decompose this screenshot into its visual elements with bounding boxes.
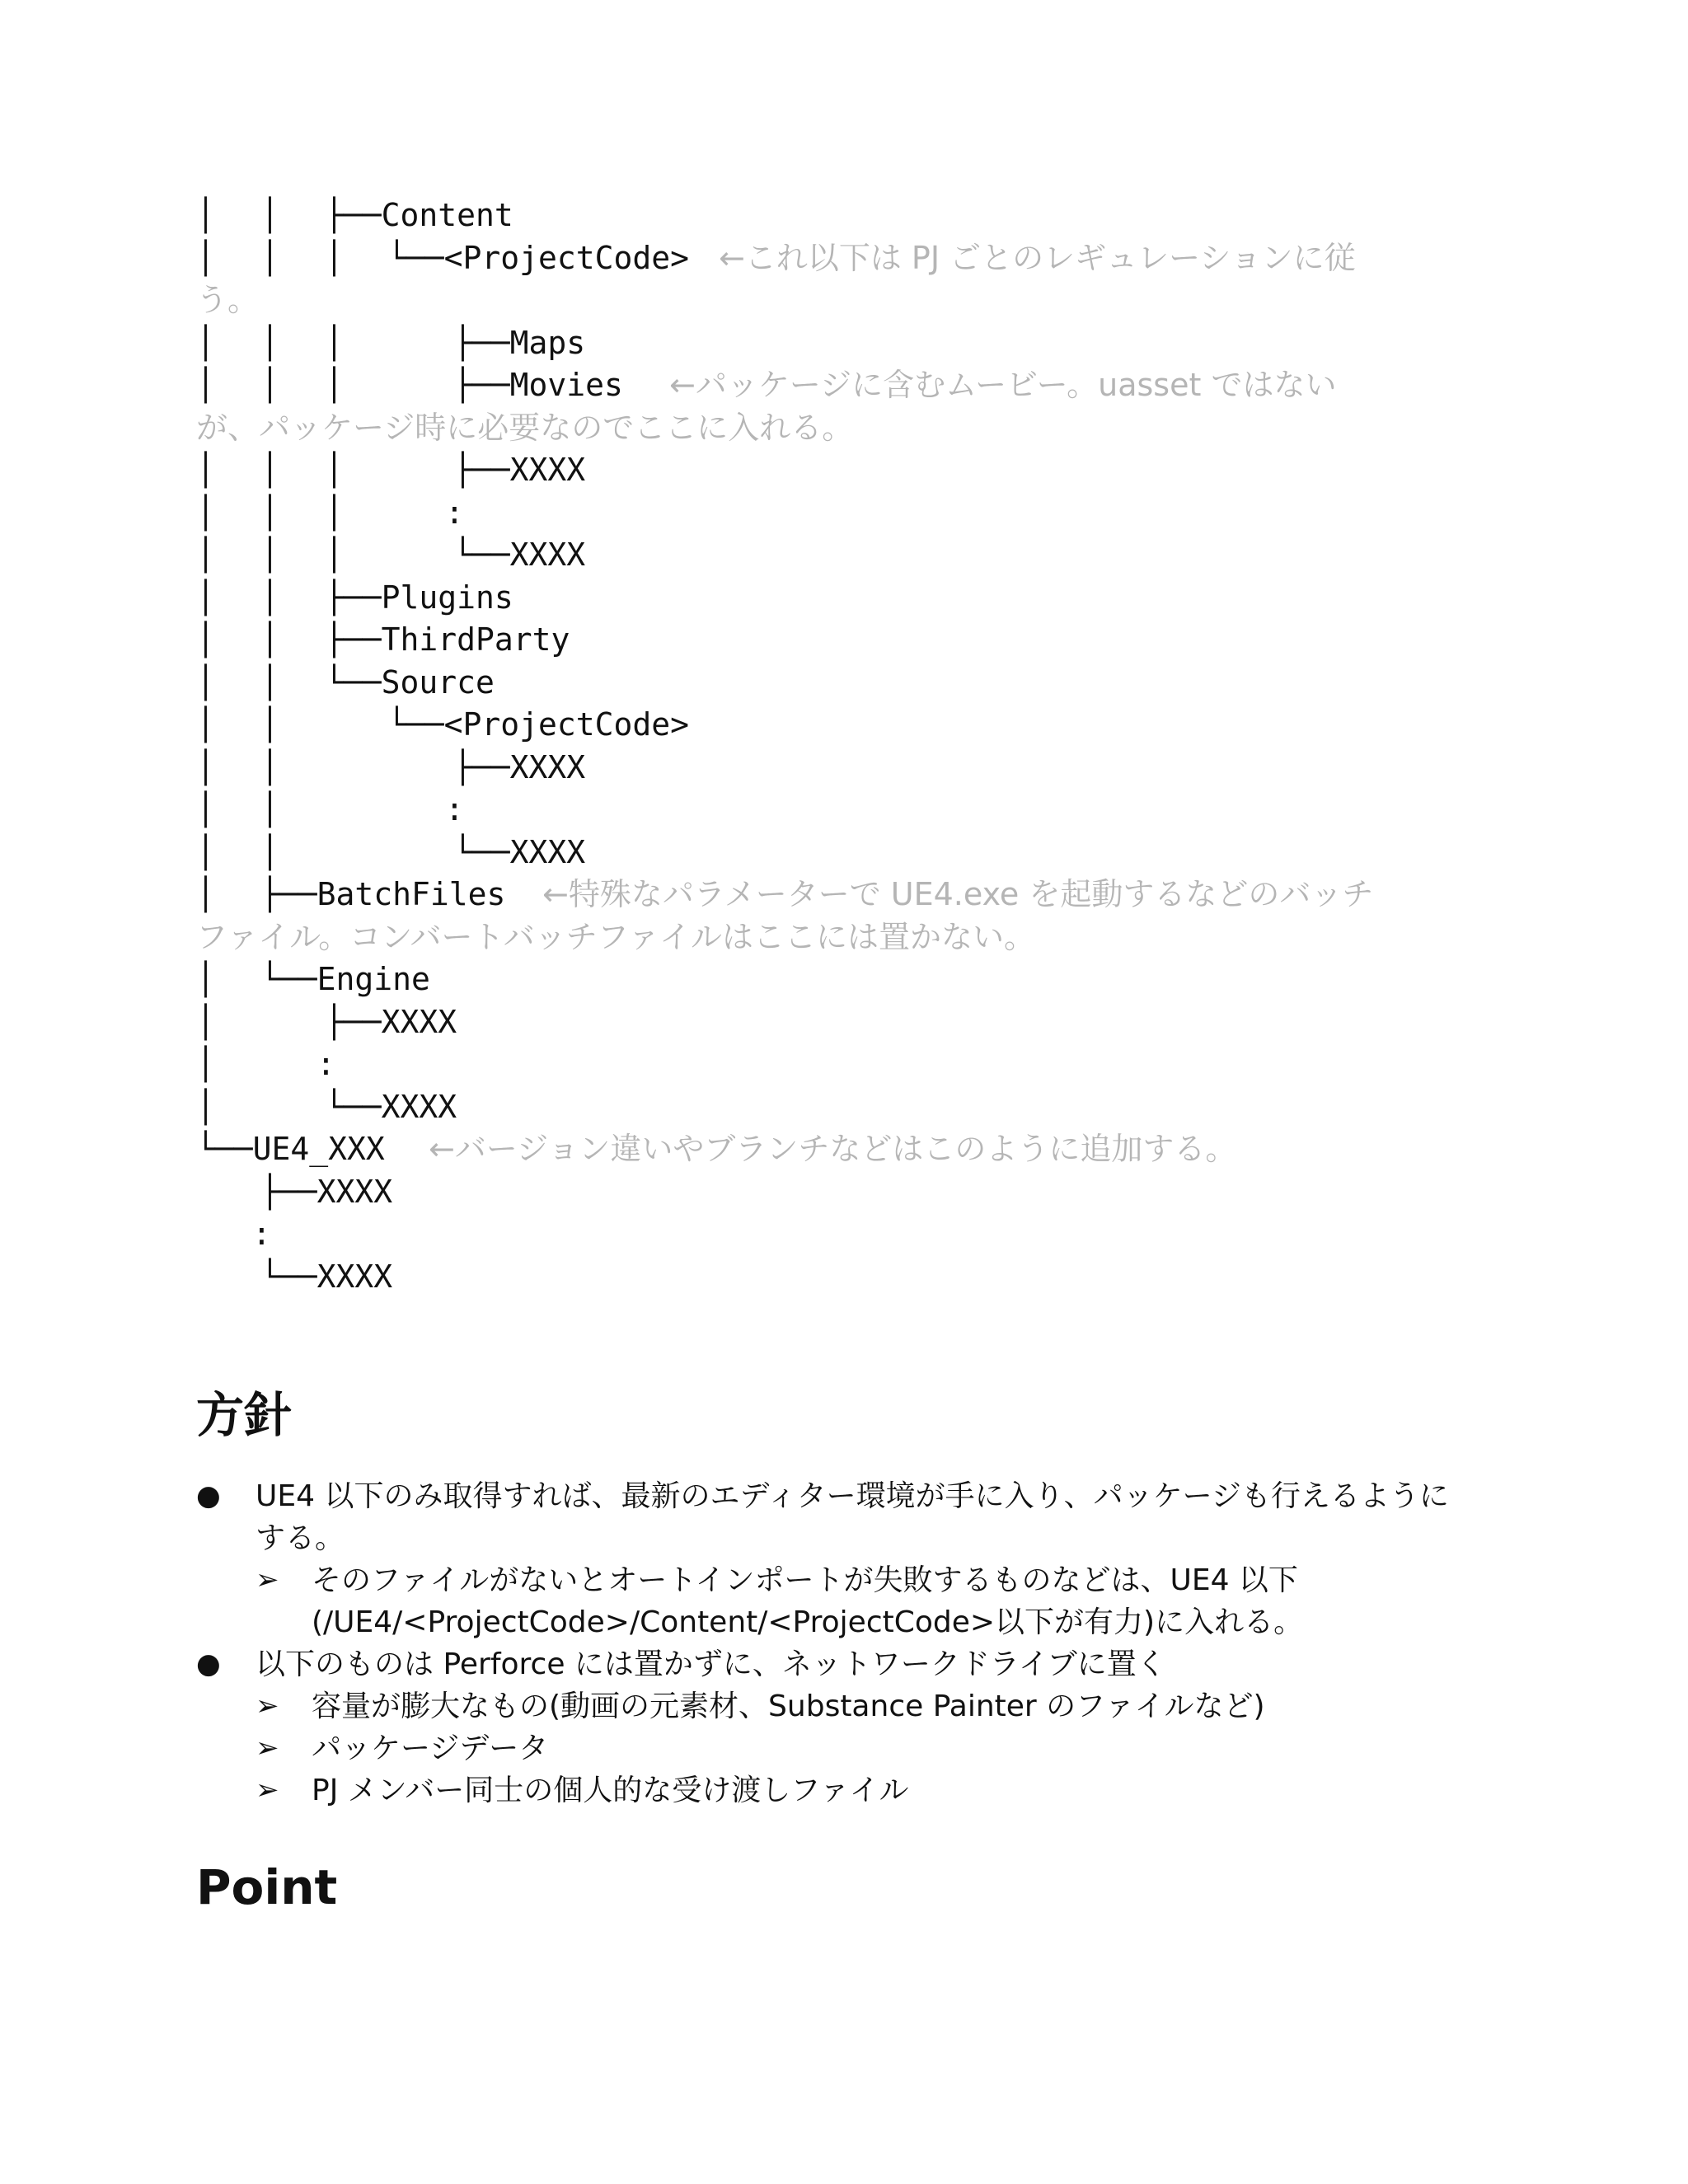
- tree-node: ├──XXXX: [325, 1003, 457, 1040]
- tree-node: │: [196, 791, 215, 827]
- tree-node: ├──Content: [325, 197, 513, 233]
- tree-node: └──XXXX: [453, 833, 586, 870]
- tree-node: ├──XXXX: [260, 1173, 393, 1210]
- tree-node: │: [260, 579, 279, 616]
- tree-note-continuation: が、パッケージ時に必要なのでここに入れる。: [196, 409, 854, 446]
- tree-node: │: [196, 833, 215, 870]
- tree-node: │: [196, 537, 215, 573]
- tree-line: [196, 194, 1482, 237]
- tree-line: [196, 704, 1482, 747]
- tree-line: [196, 832, 1482, 874]
- tree-node: │: [260, 494, 279, 531]
- list-item: [196, 1643, 1515, 1685]
- tree-line: [196, 449, 1482, 492]
- tree-node: │: [260, 197, 279, 233]
- tree-note-continuation: ファイル。コンバートバッチファイルはここには置かない。: [196, 918, 1036, 955]
- tree-line: [196, 747, 1482, 790]
- tree-node: └──Engine: [260, 961, 430, 997]
- tree-line: [196, 322, 1482, 365]
- tree-node: │: [325, 239, 344, 276]
- tree-line: [196, 1043, 1482, 1086]
- sub-list-item: [196, 1685, 1515, 1727]
- list-item-text: そのファイルがないとオートインポートが失敗するものなどは、UE4 以下: [312, 1563, 1298, 1597]
- tree-node: │: [325, 367, 344, 403]
- arrow-bullet-icon: ➢: [256, 1690, 279, 1722]
- tree-line: [196, 364, 1482, 407]
- tree-node: │: [260, 663, 279, 701]
- arrow-bullet-icon: ➢: [256, 1563, 279, 1596]
- tree-line: [196, 534, 1482, 577]
- tree-line: [196, 1001, 1482, 1044]
- tree-node: ├──Maps: [453, 324, 586, 361]
- tree-line: [196, 237, 1482, 280]
- tree-node: ├──XXXX: [453, 452, 586, 488]
- list-item-text: 容量が膨大なもの(動画の元素材、Substance Painter のファイルなど): [312, 1690, 1265, 1723]
- tree-note-continuation: う。: [196, 282, 260, 318]
- list-item-text: (/UE4/<ProjectCode>/Content/<ProjectCode>以下が有力)に入れる。: [312, 1605, 1304, 1639]
- tree-node: │: [325, 452, 344, 488]
- tree-node: └──Source: [325, 663, 495, 701]
- arrow-bullet-icon: ➢: [256, 1732, 279, 1765]
- tree-node: │: [196, 324, 215, 361]
- tree-line: [196, 1086, 1482, 1129]
- tree-node: │: [260, 537, 279, 573]
- tree-node: ├──ThirdParty: [325, 621, 570, 658]
- tree-node: │: [196, 1046, 215, 1082]
- tree-annotation: ←これ以下は PJ ごとのレギュレーションに従: [719, 239, 1356, 276]
- tree-node: │: [260, 367, 279, 403]
- tree-node: ├──Movies: [453, 367, 623, 403]
- bullet-icon: ●: [196, 1647, 221, 1680]
- list-item-text: 以下のものは Perforce には置かずに、ネットワークドライブに置く: [256, 1647, 1166, 1681]
- tree-line: [196, 789, 1482, 832]
- list-item-text: パッケージデータ: [312, 1732, 549, 1765]
- tree-node: └──UE4_XXX: [196, 1131, 385, 1167]
- list-item: [196, 1475, 1515, 1559]
- tree-node: │: [196, 1003, 215, 1040]
- tree-node: :: [316, 1046, 335, 1082]
- tree-line: [196, 492, 1482, 535]
- tree-node: ├──Plugins: [325, 579, 513, 616]
- tree-line: [196, 577, 1482, 620]
- list-item-text: UE4 以下のみ取得すれば、最新のエディター環境が手に入り、パッケージも行えるように: [256, 1479, 1449, 1513]
- tree-node: │: [196, 876, 215, 912]
- tree-node: :: [445, 494, 464, 531]
- section-heading-policy: 方針: [196, 1387, 293, 1443]
- tree-line: [196, 958, 1482, 1001]
- tree-node: │: [196, 197, 215, 233]
- arrow-bullet-icon: ➢: [256, 1774, 279, 1807]
- policy-list: [196, 1475, 1515, 1811]
- folder-tree: [196, 194, 1482, 1298]
- tree-annotation: ←パッケージに含むムービー。uasset ではない: [669, 367, 1337, 403]
- tree-line: [196, 1213, 1482, 1256]
- tree-node: │: [196, 706, 215, 743]
- tree-line: [196, 1256, 1482, 1299]
- list-item-text: する。: [256, 1521, 345, 1555]
- sub-list-item: [196, 1727, 1515, 1769]
- tree-node: │: [196, 748, 215, 785]
- bullet-icon: ●: [196, 1479, 221, 1512]
- tree-node: │: [196, 663, 215, 701]
- tree-line: [196, 1171, 1482, 1214]
- tree-node: │: [196, 961, 215, 997]
- tree-node: └──<ProjectCode>: [387, 239, 690, 276]
- tree-node: │: [325, 324, 344, 361]
- tree-node: │: [260, 706, 279, 743]
- list-item-text: PJ メンバー同士の個人的な受け渡しファイル: [312, 1774, 909, 1807]
- tree-node: ├──BatchFiles: [260, 876, 506, 912]
- tree-node: │: [196, 367, 215, 403]
- tree-node: │: [196, 579, 215, 616]
- tree-node: └──<ProjectCode>: [387, 706, 690, 743]
- tree-line: [196, 874, 1482, 916]
- tree-node: │: [260, 833, 279, 870]
- tree-node: ├──XXXX: [453, 748, 586, 785]
- tree-node: │: [325, 494, 344, 531]
- tree-node: │: [196, 452, 215, 488]
- tree-node: :: [445, 791, 464, 827]
- tree-annotation: ←バージョン違いやブランチなどはこのように追加する。: [429, 1131, 1237, 1167]
- tree-node: └──XXXX: [325, 1088, 457, 1125]
- tree-node: │: [260, 239, 279, 276]
- tree-node: └──XXXX: [260, 1258, 393, 1295]
- tree-line: [196, 1128, 1482, 1171]
- tree-node: │: [260, 791, 279, 827]
- tree-node: │: [260, 324, 279, 361]
- tree-node: │: [260, 621, 279, 658]
- tree-node: │: [260, 452, 279, 488]
- tree-line: [196, 662, 1482, 705]
- tree-node: └──XXXX: [453, 537, 586, 573]
- tree-line: [196, 619, 1482, 662]
- tree-annotation: ←特殊なパラメーターで UE4.exe を起動するなどのバッチ: [542, 876, 1374, 912]
- sub-list-item: [196, 1769, 1515, 1811]
- tree-node: │: [196, 621, 215, 658]
- tree-node: │: [325, 537, 344, 573]
- tree-node: │: [260, 748, 279, 785]
- tree-node: │: [196, 494, 215, 531]
- tree-node: :: [252, 1216, 271, 1252]
- tree-node: │: [196, 1088, 215, 1125]
- section-heading-point: Point: [196, 1859, 338, 1915]
- sub-list-item: [196, 1559, 1515, 1643]
- tree-node: │: [196, 239, 215, 276]
